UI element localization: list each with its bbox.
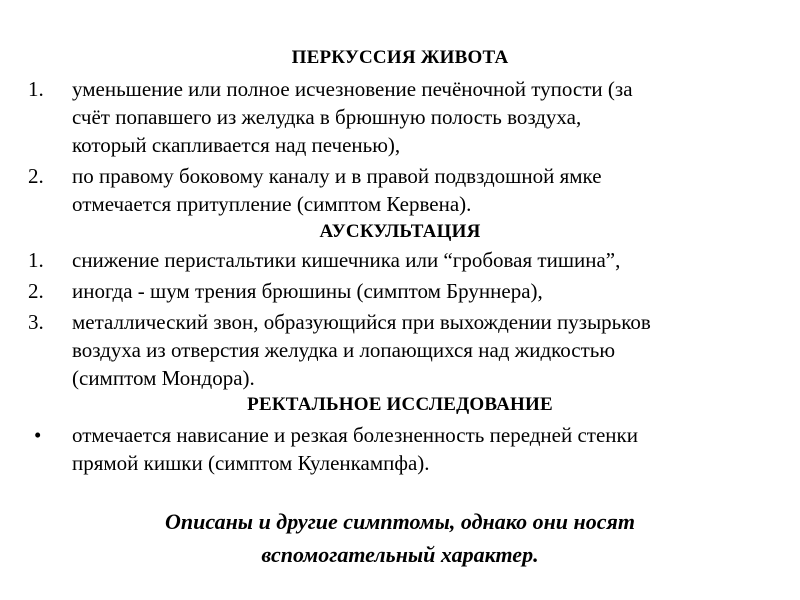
- list-item-line: по правому боковому каналу и в правой подвздошной ямке: [72, 164, 602, 188]
- list-item-line: металлический звон, образующийся при выхождении пузырьков: [72, 310, 651, 334]
- footer-note-line: вспомогательный характер.: [261, 542, 539, 567]
- list-marker: 2.: [28, 164, 44, 188]
- list-marker: 2.: [28, 279, 44, 303]
- list-marker: 3.: [28, 310, 44, 334]
- list-item-line: уменьшение или полное исчезновение печёночной тупости (за: [72, 77, 633, 101]
- section-heading-percussion: ПЕРКУССИЯ ЖИВОТА: [291, 47, 509, 68]
- list-marker: 1.: [28, 77, 44, 101]
- list-item-line: иногда - шум трения брюшины (симптом Бруннера),: [72, 279, 543, 303]
- list-item-line: счёт попавшего из желудка в брюшную полость воздуха,: [72, 105, 582, 129]
- bullet-marker: •: [34, 423, 42, 447]
- list-item-line: (симптом Мондора).: [72, 366, 255, 390]
- list-item-line: снижение перистальтики кишечника или “гробовая тишина”,: [72, 248, 621, 272]
- list-marker: 1.: [28, 248, 44, 272]
- list-item-line: прямой кишки (симптом Куленкампфа).: [72, 451, 430, 475]
- list-item-line: который скапливается над печенью),: [72, 133, 401, 157]
- list-item-line: отмечается нависание и резкая болезненность передней стенки: [72, 423, 638, 447]
- list-item-line: отмечается притупление (симптом Кервена).: [72, 192, 472, 216]
- section-heading-rectal: РЕКТАЛЬНОЕ ИССЛЕДОВАНИЕ: [247, 394, 553, 415]
- footer-note-line: Описаны и другие симптомы, однако они носят: [165, 509, 635, 534]
- list-item-line: воздуха из отверстия желудка и лопающихся над жидкостью: [72, 338, 616, 362]
- section-heading-auscultation: АУСКУЛЬТАЦИЯ: [319, 221, 481, 242]
